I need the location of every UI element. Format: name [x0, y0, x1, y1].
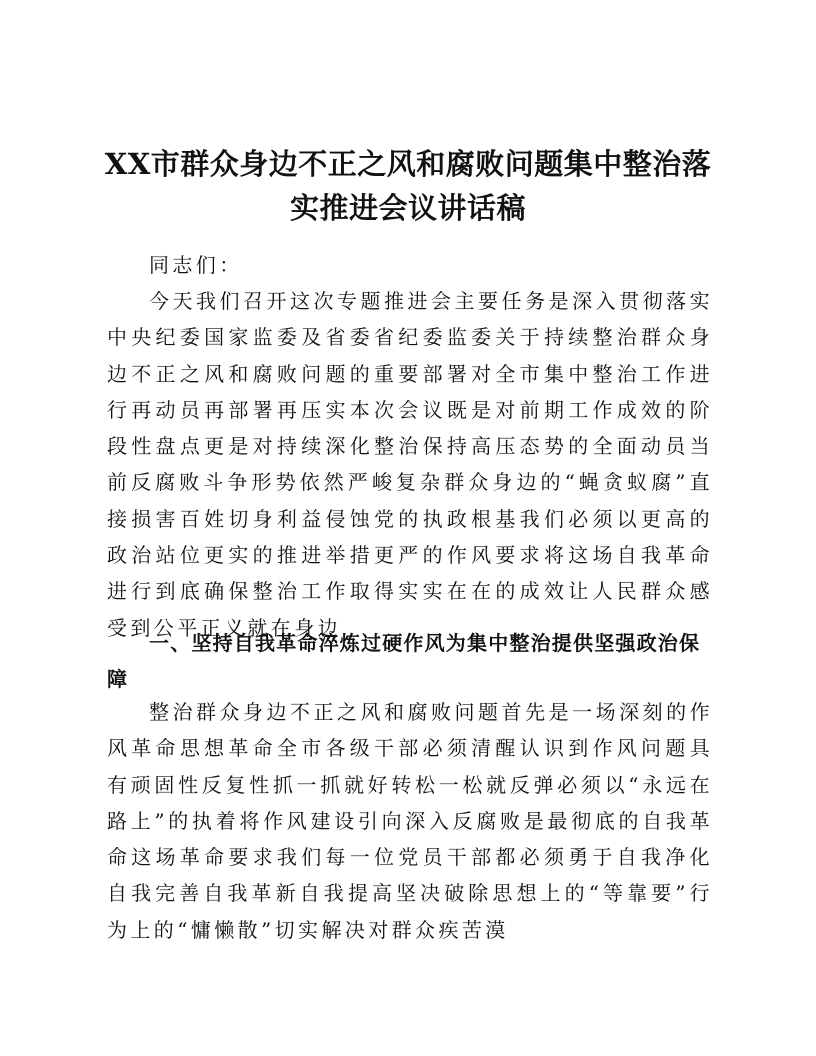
section-1-paragraph: 整治群众身边不正之风和腐败问题首先是一场深刻的作风革命思想革命全市各级干部必须清醒认识到作风问题具有顽固性反复性抓一抓就好转松一松就反弹必须以“永远在路上”的执着将作风建设引向深入反腐败是最彻底的自我革命这场革命要求我们每一位党员干部都必须勇于自我净化自我完善自我革新自我提高坚决破除思想上的“等靠要”行为上的“慵懒散”切实解决对群众疾苦漠 — [107, 700, 713, 942]
section-heading-1: 一、坚持自我革命淬炼过硬作风为集中整治提供坚强政治保障 — [107, 631, 701, 692]
salutation: 同志们： — [149, 253, 243, 277]
document-title: XX市群众身边不正之风和腐败问题集中整治落实推进会议讲话稿 — [104, 147, 712, 225]
opening-paragraph: 今天我们召开这次专题推进会主要任务是深入贯彻落实中央纪委国家监委及省委省纪委监委关于持续整治群众身边不正之风和腐败问题的重要部署对全市集中整治工作进行再动员再部署再压实本次会议既是对前期工作成效的阶段性盘点更是对持续深化整治保持高压态势的全面动员当前反腐败斗争形势依然严峻复杂群众身边的“蝇贪蚁腐”直接损害百姓切身利益侵蚀党的执政根基我们必须以更高的政治站位更实的推进举措更严的作风要求将这场自我革命进行到底确保整治工作取得实实在在的成效让人民群众感受到公平正义就在身边 — [107, 289, 713, 640]
